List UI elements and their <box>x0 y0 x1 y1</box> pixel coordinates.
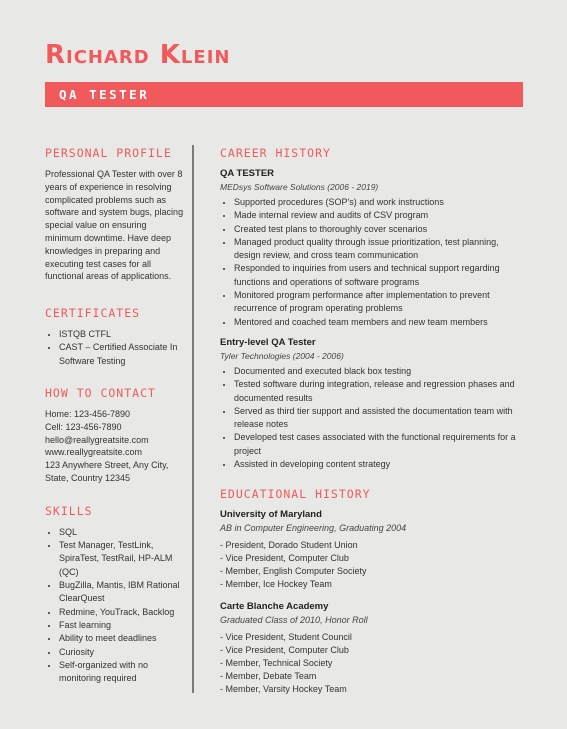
right-column <box>220 146 520 696</box>
skills-heading: SKILLS <box>45 503 93 518</box>
school-degree: Graduated Class of 2010, Honor Roll <box>220 615 368 626</box>
job-duty: • Responded to inquiries from users and technical support regarding functions and operations of software programs <box>234 262 520 289</box>
contact-email: hello@reallygreatsite.com <box>45 434 149 445</box>
job-duty: • Monitored program performance after implementation to prevent recurrence of program operating problems <box>234 289 520 316</box>
left-column <box>45 146 185 685</box>
job-duty: • Created test plans to thoroughly cover scenarios <box>234 223 520 236</box>
profile-text: Professional QA Tester with over 8 years of experience in resolving complicated problems such as software and system bugs, placing special value on ensuring minimum downtime. Have deep knowledges in preparing and executing test cases for all functional areas of applications. <box>45 169 184 282</box>
school-activity: - Vice President, Computer Club <box>220 645 349 656</box>
contact-address: 123 Anywhere Street, Any City, <box>45 460 169 471</box>
skill-item: • Curiosity <box>59 646 185 659</box>
job-duty: • Mentored and coached team members and new team members <box>234 316 520 329</box>
skill-item: • BugZilla, Mantis, IBM Rational ClearQuest <box>59 579 185 606</box>
job-duty: • Documented and executed black box testing <box>234 365 520 378</box>
education-heading: EDUCATIONAL HISTORY <box>220 487 371 502</box>
skill-item: • SQL <box>59 526 185 539</box>
contact-address: State, Country 12345 <box>45 473 131 484</box>
column-divider <box>192 145 194 693</box>
job-title: QA TESTER <box>220 168 275 179</box>
school-activity: - Member, Debate Team <box>220 671 317 682</box>
contact-heading: HOW TO CONTACT <box>45 386 156 401</box>
contact-cell: Cell: 123-456-7890 <box>45 421 122 432</box>
job-duty: • Served as third tier support and assisted the documentation team with release notes <box>234 405 520 432</box>
role-title: QA TESTER <box>59 87 150 102</box>
job-duty: • Tested software during integration, release and regression phases and documented results <box>234 378 520 405</box>
job-company: MEDsys Software Solutions (2006 - 2019) <box>220 182 379 192</box>
candidate-name: Richard Klein <box>45 40 231 70</box>
skill-item: • Redmine, YouTrack, Backlog <box>59 606 185 619</box>
contact-home: Home: 123-456-7890 <box>45 409 131 420</box>
role-banner <box>45 82 523 107</box>
skill-item: • Self-organized with no monitoring required <box>59 659 185 686</box>
skills-list <box>45 526 185 686</box>
job-duty: • Developed test cases associated with the functional requirements for a project <box>234 431 520 458</box>
certificates-list <box>45 328 185 368</box>
skill-item: • Test Manager, TestLink, SpiraTest, TestRail, HP-ALM (QC) <box>59 539 185 579</box>
job-duty: • Managed product quality through issue prioritization, test planning, design review, and cross team communication <box>234 236 520 263</box>
school-activity: - Member, Ice Hockey Team <box>220 579 332 590</box>
job-duty: • Made internal review and audits of CSV program <box>234 209 520 222</box>
school-activity: - Vice President, Student Council <box>220 632 352 643</box>
job-duties-list <box>220 365 520 471</box>
certificate-item: • CAST – Certified Associate In Software Testing <box>59 341 185 368</box>
contact-block <box>45 408 185 485</box>
school-activity: - Member, Varsity Hockey Team <box>220 684 347 695</box>
skill-item: • Ability to meet deadlines <box>59 632 185 645</box>
certificates-heading: CERTIFICATES <box>45 306 141 321</box>
job-title: Entry-level QA Tester <box>220 336 316 348</box>
school-activity: - President, Dorado Student Union <box>220 540 358 551</box>
career-heading: CAREER HISTORY <box>220 146 331 160</box>
school-degree: AB in Computer Engineering, Graduating 2004 <box>220 523 407 534</box>
school-name: University of Maryland <box>220 509 322 521</box>
job-company: Tyler Technologies (2004 - 2006) <box>220 350 344 361</box>
profile-heading: PERSONAL PROFILE <box>45 146 172 160</box>
contact-website: www.reallygreatsite.com <box>45 447 143 458</box>
job-duty: • Supported procedures (SOP's) and work instructions <box>234 196 520 209</box>
skill-item: • Fast learning <box>59 619 185 632</box>
certificate-item: • ISTQB CTFL <box>59 328 185 341</box>
job-duties-list <box>220 196 520 329</box>
school-activity: - Member, English Computer Society <box>220 566 367 577</box>
school-activity: - Member, Technical Society <box>220 658 333 669</box>
school-name: Carte Blanche Academy <box>220 601 329 613</box>
school-activity: - Vice President, Computer Club <box>220 553 349 564</box>
job-duty: • Assisted in developing content strategy <box>234 458 520 471</box>
